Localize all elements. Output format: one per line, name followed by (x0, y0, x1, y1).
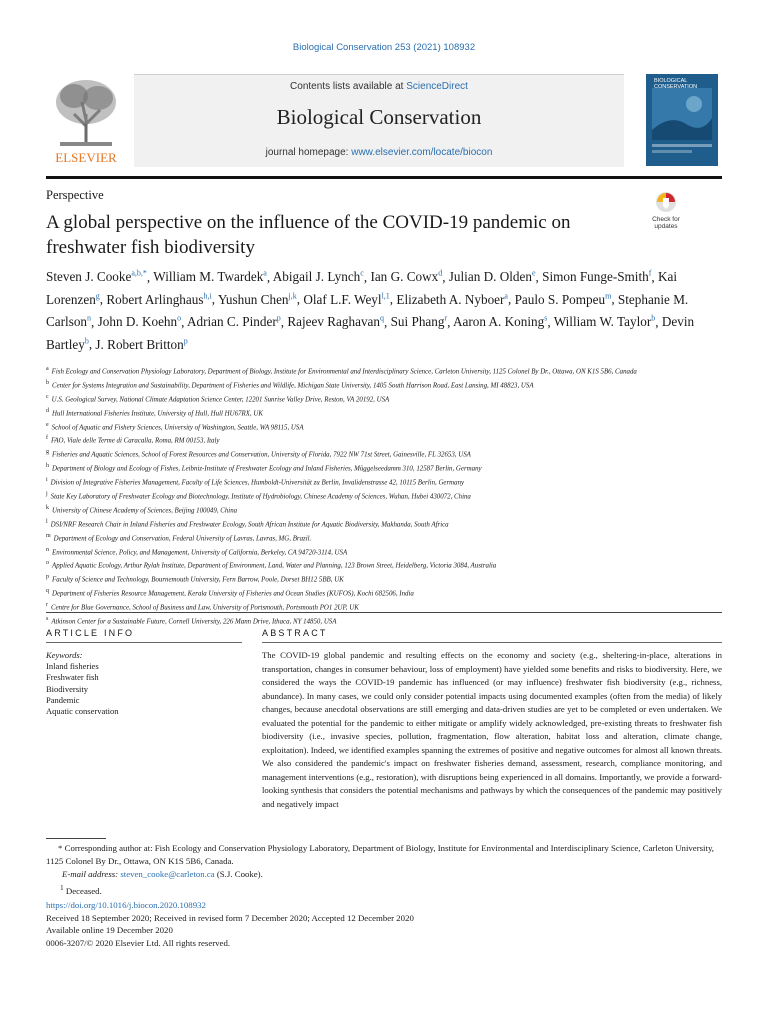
affiliation-key: p (46, 574, 49, 581)
affiliation (46, 503, 722, 517)
affiliation (46, 531, 722, 545)
sciencedirect-link[interactable]: ScienceDirect (406, 81, 468, 92)
cover-title-line1: BIOLOGICAL (654, 78, 688, 84)
affiliation-key: i (46, 477, 48, 484)
author[interactable] (153, 269, 267, 284)
affiliation-text: Applied Aquatic Ecology, Arthur Rylah Institute, Department of Environment, Land, Water and Planning, 123 Brown Street, Heidelberg, Victoria 3084, Australia (52, 562, 497, 570)
article-history: Received 18 September 2020; Received in revised form 7 December 2020; Accepted 12 December 2020 (46, 912, 414, 923)
author-name[interactable]: Devin Bartley (46, 314, 695, 352)
affiliation (46, 614, 722, 628)
author-affiliation-mark[interactable]: h,i (203, 291, 212, 301)
abstract-heading: ABSTRACT (262, 628, 328, 638)
affiliation (46, 558, 722, 572)
affiliation-key: b (46, 379, 49, 386)
author-affiliation-mark[interactable]: p (276, 313, 281, 323)
affiliation-key: n (46, 546, 49, 553)
author[interactable] (273, 269, 364, 284)
author[interactable] (542, 269, 651, 284)
homepage-prefix: journal homepage: (265, 147, 349, 158)
affiliation-key: d (46, 407, 49, 414)
affiliation-key: q (46, 588, 49, 595)
author-affiliation-mark[interactable]: r (444, 313, 448, 323)
affiliation (46, 461, 722, 475)
author-affiliation-mark[interactable]: f (648, 269, 652, 278)
author[interactable] (370, 269, 442, 284)
keywords-block (46, 650, 242, 717)
affiliation (46, 517, 722, 531)
affiliation-key: j (46, 491, 48, 498)
affiliation-key: e (46, 421, 49, 428)
journal-masthead (46, 74, 722, 168)
affiliation (46, 364, 722, 378)
author[interactable] (554, 314, 656, 329)
affiliation-key: o (46, 560, 49, 567)
author-affiliation-mark[interactable]: j,k (288, 291, 297, 301)
affiliation-text: State Key Laboratory of Freshwater Ecology and Biotechnology, Institute of Hydrobiology, Chinese Academy of Sciences, Wuhan, Hubei 430072, China (50, 493, 471, 501)
affiliation-text: Environmental Science, Policy, and Management, University of California, Berkeley, CA 94720-3114, USA (52, 548, 348, 556)
author-affiliation-mark[interactable]: d (438, 269, 443, 278)
author-affiliation-mark[interactable]: a (263, 269, 267, 278)
journal-info-box (134, 74, 624, 167)
deceased-text: Deceased. (65, 885, 102, 896)
author-name[interactable]: Elizabeth A. Nyboer (396, 291, 505, 307)
affiliation (46, 392, 722, 406)
email-note (46, 868, 722, 881)
affiliation-key: c (46, 393, 49, 400)
affiliation (46, 572, 722, 586)
author-name[interactable]: Yushun Chen (217, 291, 289, 307)
author-affiliation-mark[interactable]: l,1 (381, 291, 390, 301)
author-affiliation-mark[interactable]: b (651, 313, 656, 323)
footnote-rule (46, 838, 106, 839)
contents-prefix: Contents lists available at (290, 81, 404, 92)
affiliation (46, 475, 722, 489)
author-affiliation-mark[interactable]: q (380, 313, 384, 323)
author-name[interactable]: Robert Arlinghaus (106, 291, 204, 307)
affiliation-text: Faculty of Science and Technology, Bournemouth University, Fern Barrow, Poole, Dorset BH12 5BB, UK (52, 576, 344, 584)
author[interactable] (95, 337, 187, 352)
affiliation (46, 447, 722, 461)
author-affiliation-mark[interactable]: o (177, 313, 182, 323)
journal-cover-image (646, 74, 718, 166)
author[interactable] (106, 292, 211, 307)
deceased-mark: 1 (60, 883, 64, 892)
journal-name: Biological Conservation (276, 105, 482, 129)
author-name[interactable]: Ian G. Cowx (370, 269, 439, 285)
author-affiliation-mark[interactable]: s (544, 313, 548, 323)
affiliation-key: a (46, 366, 49, 372)
email-link[interactable]: steven_cooke@carleton.ca (120, 869, 215, 879)
author-affiliation-mark[interactable]: b (84, 336, 89, 346)
article-info-heading: ARTICLE INFO (46, 628, 135, 638)
affiliation-key: k (46, 504, 49, 511)
author-name[interactable]: Sui Phang (390, 314, 445, 330)
author-name[interactable]: Stephanie M. Carlson (46, 291, 689, 330)
author-name[interactable]: Paulo S. Pompeu (514, 291, 606, 307)
author-affiliation-mark[interactable]: m (605, 291, 612, 301)
affiliation-list (46, 364, 722, 628)
author[interactable] (515, 292, 612, 307)
author-name[interactable]: Abigail J. Lynch (272, 269, 361, 285)
check-for-updates-button[interactable] (646, 190, 686, 230)
author-affiliation-mark[interactable]: a,b,* (131, 269, 147, 278)
author-name[interactable]: William M. Twardek (153, 269, 264, 285)
corresponding-author-note: * Corresponding author at: Fish Ecology and Conservation Physiology Laboratory, Department of Biology, Institute for Environmental and Interdisciplinary Science, Carleton University, 1125 Colonel By Dr., Ottawa, ON K1S 5B6, Canada. (46, 843, 714, 866)
deceased-note (46, 881, 722, 898)
author[interactable] (391, 314, 448, 329)
copyright-line: 0006-3207/© 2020 Elsevier Ltd. All rights reserved. (46, 937, 231, 948)
keyword: Aquatic conservation (46, 706, 119, 717)
keywords-label: Keywords: (46, 650, 83, 660)
affiliation-text: Department of Fisheries Resource Management, Kerala University of Fisheries and Ocean Studies (KUFOS), Kochi 682506, India (52, 590, 414, 598)
available-online: Available online 19 December 2020 (46, 925, 173, 935)
article-type: Perspective (46, 188, 104, 202)
footnotes (46, 842, 722, 898)
keyword: Biodiversity (46, 683, 89, 694)
author-affiliation-mark[interactable]: n (87, 313, 92, 323)
affiliation (46, 433, 722, 447)
author[interactable] (187, 314, 281, 329)
keyword-list (46, 661, 242, 717)
affiliation-text: Atkinson Center for a Sustainable Future, Cornell University, 226 Mann Drive, Ithaca, NY 14850, USA (51, 618, 337, 626)
affiliation (46, 420, 722, 434)
author-name[interactable]: Olaf L.F. Weyl (303, 291, 382, 307)
author[interactable] (98, 314, 182, 329)
affiliation-text: Department of Ecology and Conservation, Federal University of Lavras, Lavras, MG, Brazil. (53, 534, 312, 542)
affiliation-text: FAO, Viale delle Terme di Caracalla, Roma, RM 00153, Italy (51, 437, 220, 445)
affiliation-key: r (46, 602, 48, 609)
author-name[interactable]: Simon Funge-Smith (542, 269, 649, 285)
author[interactable] (287, 314, 384, 329)
affiliation-text: Department of Biology and Ecology of Fishes, Leibniz-Institute of Freshwater Ecology and Inland Fisheries, Müggelseedamm 310, 12587 Berlin, Germany (52, 465, 482, 473)
keyword: Pandemic (46, 694, 80, 705)
affiliation-text: Division of Integrative Fisheries Management, Faculty of Life Sciences, Humboldt-Universität zu Berlin, Invalidenstrasse 42, 10115 Berlin, Germany (50, 479, 465, 487)
email-suffix: (S.J. Cooke). (216, 869, 263, 879)
affiliation-key: h (46, 463, 49, 470)
author[interactable] (303, 292, 389, 307)
affiliation (46, 406, 722, 420)
header-rule (46, 176, 722, 179)
affiliation (46, 545, 722, 559)
author[interactable] (449, 269, 536, 284)
affiliation-text: Fisheries and Aquatic Sciences, School of Forest Resources and Conservation, University of Florida, 7922 NW 71st Street, Gainesville, FL 32653, USA (52, 451, 471, 459)
keyword: Freshwater fish (46, 672, 99, 683)
author-name[interactable]: William W. Taylor (553, 314, 652, 330)
author[interactable] (453, 314, 547, 329)
author-name[interactable]: Julian D. Olden (448, 269, 532, 285)
affiliation-text: University of Chinese Academy of Sciences, Beijing 100049, China (52, 507, 238, 515)
author-list: Steven J. Cooke$^{a,b,*}$, William M. Twardek$^a$, Abigail J. Lynch$^c$, Ian G. Cowx$^d$, Julian D. Olden$^e$, Simon Funge-Smith$^f$, Kai Lorenzen$^g$, Robert Arlinghaus$^{h,i}$, Yushun Chen$^{j,k}$, Olaf L.F. Weyl$^{l,1}$, Elizabeth A. Nyboer$^a$, Paulo S. Pompeu$^m$, Stephanie M. Carlson$^n$, John D. Koehn$^o$, Adrian C. Pinder$^p$, Rajeev Raghavan$^q$, Sui Phang$^r$, Aaron A. Koning$^s$, William W. Taylor$^b$, Devin Bartley$^b$, J. Robert Britton$^p$ (46, 269, 695, 352)
author[interactable] (46, 269, 147, 284)
article-title: A global perspective on the influence of the COVID-19 pandemic on freshwater fish biodiversity (46, 212, 571, 258)
author-name[interactable]: John D. Koehn (97, 314, 178, 330)
section-rule (46, 612, 722, 613)
doi-link[interactable]: https://doi.org/10.1016/j.biocon.2020.108932 (46, 900, 206, 910)
journal-citation[interactable]: Biological Conservation 253 (2021) 108932 (292, 42, 476, 53)
keyword: Inland fisheries (46, 661, 99, 672)
affiliation-text: Centre for Blue Governance, School of Business and Law, University of Portsmouth, Portsmouth PO1 2UP, UK (51, 604, 359, 612)
email-label: E-mail address: (62, 869, 119, 879)
elsevier-logo (46, 74, 126, 166)
author-affiliation-mark[interactable]: c (360, 269, 364, 278)
affiliation-text: DSI/NRF Research Chair in Inland Fisheries and Freshwater Ecology, South African Institute for Aquatic Biodiversity, Makhanda, South Africa (50, 521, 449, 529)
elsevier-wordmark: ELSEVIER (55, 150, 117, 165)
contents-line (134, 81, 624, 92)
author-name[interactable]: Steven J. Cooke (46, 269, 132, 285)
author-name[interactable]: J. Robert Britton (95, 336, 184, 352)
author[interactable] (396, 292, 508, 307)
author-affiliation-mark[interactable]: g (95, 291, 100, 301)
affiliation (46, 586, 722, 600)
affiliation-key: g (46, 449, 49, 456)
affiliation-key: l (46, 518, 48, 525)
check-updates-label-2: updates (654, 223, 678, 230)
abstract-rule (262, 642, 722, 643)
affiliation-key: f (46, 435, 48, 442)
author[interactable] (218, 292, 297, 307)
author-affiliation-mark[interactable]: e (531, 269, 536, 278)
affiliation-text: Hull International Fisheries Institute, University of Hull, Hull HU67RX, UK (52, 409, 263, 417)
affiliation-text: Center for Systems Integration and Sustainability, Department of Fisheries and Wildlife, Michigan State University, 1405 South Harrison Road, East Lansing, MI 48823, USA (52, 382, 534, 390)
affiliation (46, 378, 722, 392)
author-affiliation-mark[interactable]: a (504, 291, 508, 301)
affiliation-text: Fish Ecology and Conservation Physiology Laboratory, Department of Biology, Institute for Environmental and Interdisciplinary Science, Carleton University, 1125 Colonel By Dr., Ottawa, ON K1S 5B6, Canada (51, 368, 637, 376)
check-updates-label-1: Check for (652, 216, 680, 223)
affiliation-key: m (46, 532, 51, 539)
author-affiliation-mark[interactable]: p (183, 336, 188, 346)
abstract-text: The COVID-19 global pandemic and resulting effects on the economy and society (e.g., sheltering-in-place, alterations in transportation, changes in consumer behaviour, loss of employment) have yielded some benefits and risks to biodiversity. Here, we considered the ways the COVID-19 pandemic has influenced (or may influence) freshwater fish biodiversity (e.g., richness, abundance). In many cases, we could only consider potential impacts using documented examples (often from the media) of likely changes, because anecdotal observations are still emerging and data-driven studies are yet to be completed or even undertaken. We evaluated the potential for the pandemic to either mitigate or amplify widely acknowledged, pre-existing threats to freshwater fish biodiversity (i.e., invasive species, pollution, fragmentation, flow alteration, habitat loss and alteration, climate change, exploitation). Indeed, we identified examples spanning the extremes of positive and negative outcomes for almost all known threats. We also considered the pandemic's impact on freshwater fisheries demand, assessment, research, compliance monitoring, and management interventions (e.g., restoration), with disruptions being experienced in all domains. Importantly, we provide a forward-looking synthesis that considers the potential mechanisms and pathways by which the consequences of the pandemic may positively and negatively impact (262, 650, 722, 809)
author-name[interactable]: Rajeev Raghavan (287, 314, 380, 330)
author-name[interactable]: Aaron A. Koning (453, 314, 545, 330)
author-name[interactable]: Adrian C. Pinder (187, 314, 277, 330)
affiliation-key: s (46, 616, 49, 623)
homepage-link[interactable]: www.elsevier.com/locate/biocon (351, 147, 493, 158)
affiliation-text: U.S. Geological Survey, National Climate Adaptation Science Center, 12201 Sunrise Valley Drive, Reston, VA 20192, USA (51, 396, 390, 404)
affiliation (46, 489, 722, 503)
article-info-rule (46, 642, 242, 643)
affiliation-text: School of Aquatic and Fishery Sciences, University of Washington, Seattle, WA 98115, USA (51, 423, 304, 431)
cover-title-line2: CONSERVATION (654, 84, 698, 90)
homepage-line (134, 147, 624, 158)
article-metadata (46, 899, 722, 949)
author-name[interactable]: Kai Lorenzen (46, 269, 678, 307)
